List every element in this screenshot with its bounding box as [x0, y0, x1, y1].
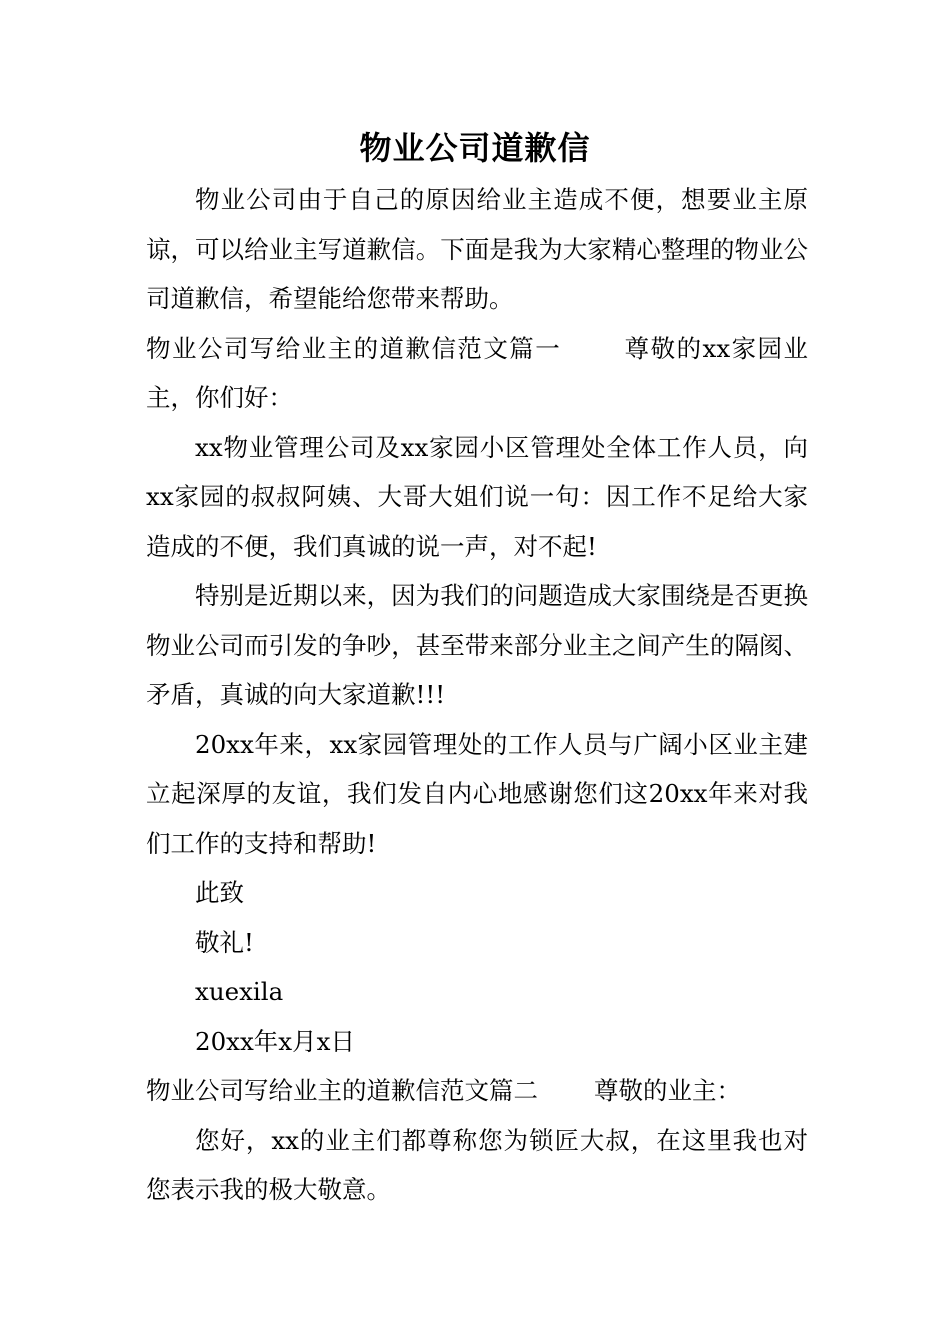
- signature: xuexila: [195, 977, 284, 1006]
- section2-heading-line: [146, 1066, 808, 1116]
- section1-paragraph-3: 20xx年来，xx家园管理处的工作人员与广阔小区业主建立起深厚的友谊，我们发自内心地感谢您们这20xx年来对我们工作的支持和帮助!: [146, 729, 808, 858]
- section2-heading: 物业公司写给业主的道歉信范文篇二: [146, 1076, 538, 1105]
- section1-heading-line: [146, 324, 808, 423]
- section1-paragraph-2: 特别是近期以来，因为我们的问题造成大家围绕是否更换物业公司而引发的争吵，甚至带来部分业主之间产生的隔阂、矛盾，真诚的向大家道歉!!!: [146, 581, 808, 709]
- section2-salutation: 尊敬的业主：: [594, 1076, 741, 1105]
- section1-paragraph-1: xx物业管理公司及xx家园小区管理处全体工作人员，向xx家园的叔叔阿姨、大哥大姐们说一句：因工作不足给大家造成的不便，我们真诚的说一声，对不起!: [146, 432, 808, 561]
- document-body: [146, 175, 808, 1215]
- section1-heading: 物业公司写给业主的道歉信范文篇一: [146, 333, 562, 363]
- intro-paragraph: 物业公司由于自己的原因给业主造成不便，想要业主原谅，可以给业主写道歉信。下面是我为大家精心整理的物业公司道歉信，希望能给您带来帮助。: [146, 185, 808, 313]
- letter-date: 20xx年x月x日: [195, 1026, 355, 1056]
- closing-line-2: 敬礼!: [195, 927, 254, 957]
- document-title: 物业公司道歉信: [359, 129, 591, 167]
- closing-line-1: 此致: [195, 878, 244, 907]
- section1-salutation: 尊敬的xx家园业主，你们好：: [146, 333, 809, 412]
- section2-paragraph-1: 您好，xx的业主们都尊称您为锁匠大叔，在这里我也对您表示我的极大敬意。: [146, 1125, 808, 1204]
